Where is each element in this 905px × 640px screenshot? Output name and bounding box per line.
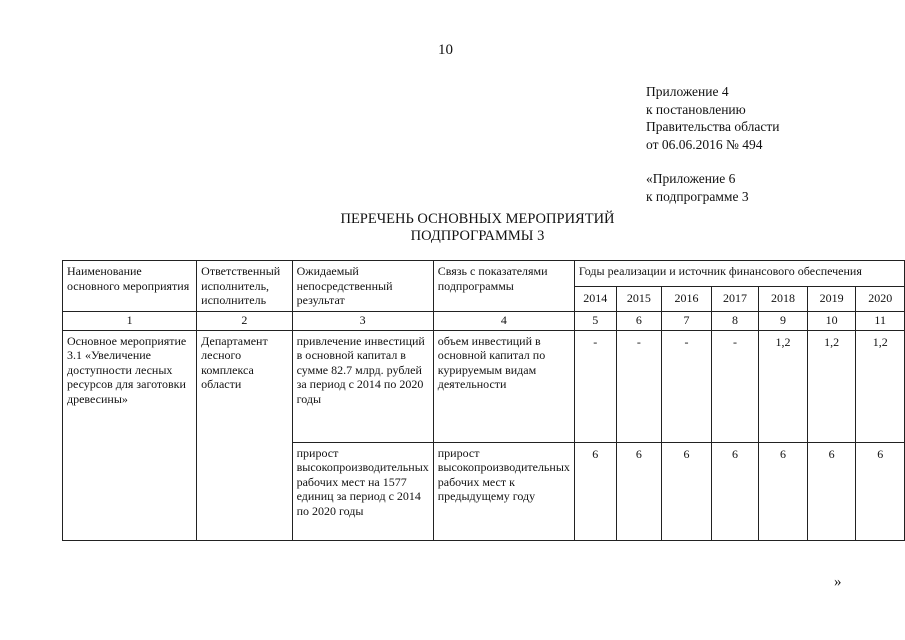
appendix-line: к подпрограмме 3 [646, 188, 749, 204]
activities-table [62, 260, 905, 541]
value-cell: - [662, 330, 712, 442]
year-header: 2020 [856, 286, 905, 311]
column-number: 9 [759, 311, 808, 330]
value-cell: 1,2 [856, 330, 905, 442]
column-number: 7 [662, 311, 712, 330]
title-line: ПОДПРОГРАММЫ 3 [410, 228, 545, 244]
column-number: 3 [292, 311, 433, 330]
value-cell: 6 [711, 442, 759, 540]
executor-cell: Департамент лесного комплекса области [197, 330, 292, 540]
header-indicator: Связь с показателями подпрограммы [433, 261, 574, 312]
column-number: 10 [807, 311, 856, 330]
appendix-line: к постановлению [646, 101, 746, 117]
year-header: 2015 [616, 286, 662, 311]
column-number-row [63, 311, 905, 330]
header-activity: Наименование основного мероприятия [63, 261, 197, 312]
value-cell: - [711, 330, 759, 442]
value-cell: 6 [759, 442, 808, 540]
indicator-cell: прирост высокопроизводительных рабочих мест к предыдущему году [433, 442, 574, 540]
year-header: 2017 [711, 286, 759, 311]
closing-quote: » [834, 574, 842, 590]
value-cell: 6 [807, 442, 856, 540]
header-result: Ожидаемый непосредственный результат [292, 261, 433, 312]
value-cell: - [616, 330, 662, 442]
value-cell: - [574, 330, 616, 442]
title-line: ПЕРЕЧЕНЬ ОСНОВНЫХ МЕРОПРИЯТИЙ [340, 211, 615, 227]
column-number: 8 [711, 311, 759, 330]
appendix-line: от 06.06.2016 № 494 [646, 136, 763, 152]
page-number: 10 [438, 42, 453, 58]
value-cell: 6 [662, 442, 712, 540]
header-years-group: Годы реализации и источник финансового обеспечения [574, 261, 904, 287]
result-cell: прирост высокопроизводительных рабочих мест на 1577 единиц за период с 2014 по 2020 годы [292, 442, 433, 540]
year-header: 2014 [574, 286, 616, 311]
table-row [63, 330, 905, 442]
appendix-line: «Приложение 6 [646, 171, 736, 186]
result-cell: привлечение инвестиций в основной капитал в сумме 82.7 млрд. рублей за период с 2014 по 2020 годы [292, 330, 433, 442]
year-header: 2018 [759, 286, 808, 311]
column-number: 1 [63, 311, 197, 330]
header-executor: Ответственный исполнитель, исполнитель [197, 261, 292, 312]
value-cell: 6 [616, 442, 662, 540]
table-header-row [63, 261, 905, 287]
value-cell: 1,2 [759, 330, 808, 442]
indicator-cell: объем инвестиций в основной капитал по курируемым видам деятельности [433, 330, 574, 442]
year-header: 2016 [662, 286, 712, 311]
value-cell: 6 [856, 442, 905, 540]
value-cell: 6 [574, 442, 616, 540]
column-number: 4 [433, 311, 574, 330]
column-number: 6 [616, 311, 662, 330]
appendix-line: Приложение 4 [646, 84, 729, 99]
activity-cell: Основное мероприятие 3.1 «Увеличение доступности лесных ресурсов для заготовки древесины» [63, 330, 197, 540]
column-number: 2 [197, 311, 292, 330]
document-title [0, 211, 905, 245]
appendix-reference [646, 83, 779, 205]
column-number: 11 [856, 311, 905, 330]
column-number: 5 [574, 311, 616, 330]
year-header: 2019 [807, 286, 856, 311]
value-cell: 1,2 [807, 330, 856, 442]
appendix-line: Правительства области [646, 119, 780, 134]
